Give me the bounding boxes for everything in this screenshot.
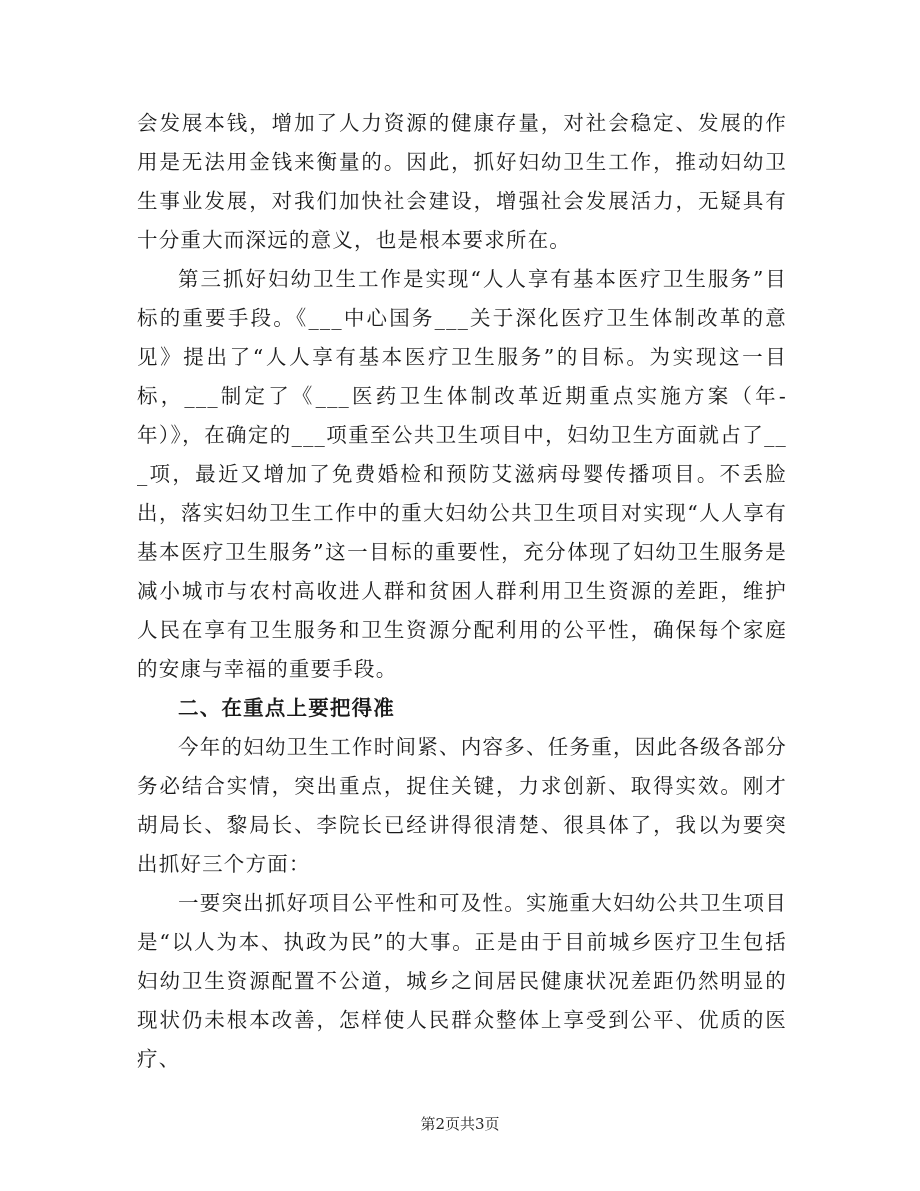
- page-number-footer: 第2页共3页: [420, 1115, 500, 1133]
- section-heading: 二、在重点上要把得准: [178, 696, 395, 720]
- paragraph-3: 今年的妇幼卫生工作时间紧、内容多、任务重，因此各级各部分务必结合实情，突出重点，捉住关键，力求创新、取得实效。刚才胡局长、黎局长、李院长已经讲得很清楚、很具体了，我以为要突出抓好三个方面：: [137, 735, 787, 876]
- document-body: [137, 104, 787, 1079]
- paragraph-4: 一要突出抓好项目公平性和可及性。实施重大妇幼公共卫生项目是“以人为本、执政为民”的大事。正是由于目前城乡医疗卫生包括妇幼卫生资源配置不公道，城乡之间居民健康状况差距仍然明显的现状仍未根本改善，怎样使人民群众整体上享受到公平、优质的医疗、: [137, 891, 787, 1071]
- paragraph-2: 第三抓好妇幼卫生工作是实现“人人享有基本医疗卫生服务”目标的重要手段。《___中心国务___关于深化医疗卫生体制改革的意见》提出了“人人享有基本医疗卫生服务”的目标。为实现这一目标，___制定了《___医药卫生体制改革近期重点实施方案（年-年）》，在确定的___项重至公共卫生项目中，妇幼卫生方面就占了___项，最近又增加了免费婚检和预防艾滋病母婴传播项目。不丢脸出，落实妇幼卫生工作中的重大妇幼公共卫生项目对实现“人人享有基本医疗卫生服务”这一目标的重要性，充分体现了妇幼卫生服务是减小城市与农村高收进人群和贫困人群利用卫生资源的差距，维护人民在享有卫生服务和卫生资源分配利用的公平性，确保每个家庭的安康与幸福的重要手段。: [137, 267, 787, 681]
- paragraph-1: 会发展本钱，增加了人力资源的健康存量，对社会稳定、发展的作用是无法用金钱来衡量的。因此，抓好妇幼卫生工作，推动妇幼卫生事业发展，对我们加快社会建设，增强社会发展活力，无疑具有十分重大而深远的意义，也是根本要求所在。: [137, 111, 787, 252]
